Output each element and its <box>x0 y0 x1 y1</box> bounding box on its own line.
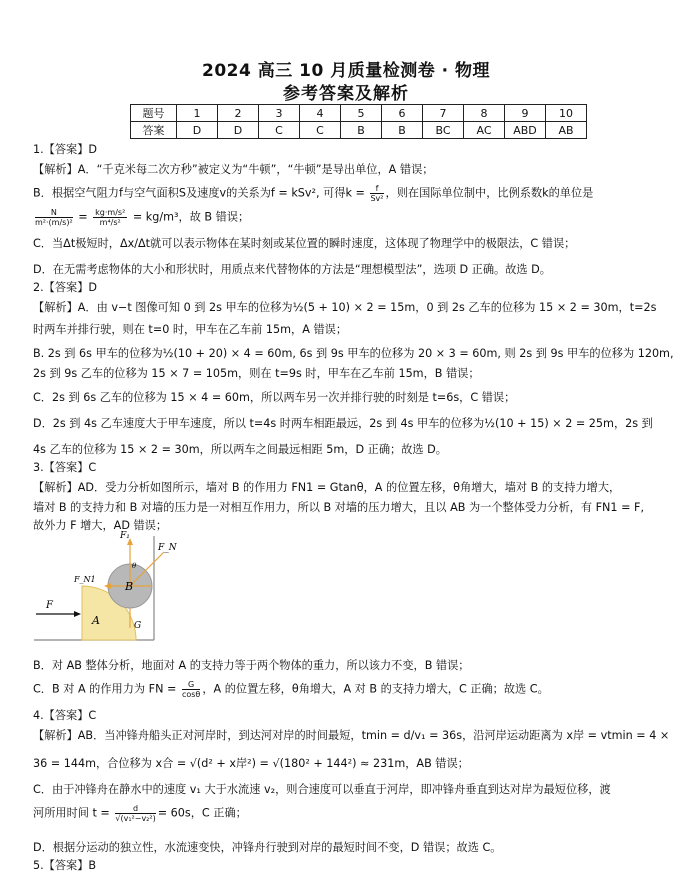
solution-line: 【解析】A．由 v−t 图像可知 0 到 2s 甲车的位移为½(5 + 10) × 2 = 15m，0 到 2s 乙车的位移为 15 × 2 = 30m，t=2s <box>33 301 657 314</box>
text-run: ，A 的位置左移，θ角增大，A 对 B 的支持力增大，C 正确；故选 C。 <box>202 682 549 696</box>
solution-line: 故外力 F 增大，AD 错误； <box>33 519 168 532</box>
fraction-numerator: d <box>115 804 155 814</box>
answer-heading: 5.【答案】B <box>33 859 97 872</box>
table-cell: ABD <box>505 122 546 139</box>
label-a: A <box>92 614 100 627</box>
fraction-numerator: kg·m/s² <box>95 208 126 217</box>
page-title: 2024 高三 10 月质量检测卷 · 物理 <box>201 61 491 81</box>
label-b: B <box>125 580 134 593</box>
solution-line: D．2s 到 4s 乙车速度大于甲车速度，所以 t=4s 时两车相距最远，2s 到 4s 甲车的位移为½(10 + 15) × 2 = 25m，2s 到 <box>33 417 653 430</box>
table-cell: 5 <box>341 105 382 122</box>
answer-table <box>130 104 587 139</box>
table-cell: BC <box>423 122 464 139</box>
table-cell: 10 <box>546 105 587 122</box>
table-header-cell: 答案 <box>131 122 177 139</box>
table-cell: 7 <box>423 105 464 122</box>
solution-line: 【解析】A．“千克米每二次方秒”被定义为“牛顿”，“牛顿”是导出单位，A 错误； <box>33 163 434 176</box>
table-cell: D <box>177 122 218 139</box>
solution-line: $\frac{N}{\text{m²·(m/s)²}}$ = $\frac{\text{kg·m/s²}}{\text{m⁴/s²}}$ = kg/m³，故 B 错误； <box>35 208 250 227</box>
answer-heading: 1.【答案】D <box>33 143 98 156</box>
solution-line: 【解析】AD．受力分析如图所示，墙对 B 的作用力 FN1 = Gtanθ，A 的位置左移，θ角增大，墙对 B 的支持力增大， <box>33 481 621 494</box>
answer-heading: 3.【答案】C <box>33 461 97 474</box>
fraction-denominator: cosθ <box>181 690 201 699</box>
table-cell: 8 <box>464 105 505 122</box>
table-cell: 4 <box>300 105 341 122</box>
table-cell: AC <box>464 122 505 139</box>
fraction <box>182 680 200 699</box>
fraction <box>370 184 383 203</box>
fraction-denominator: √(v₁²−v₂²) <box>115 814 156 823</box>
table-cell: 6 <box>382 105 423 122</box>
table-cell: AB <box>546 122 587 139</box>
page-subtitle: 参考答案及解析 <box>283 84 409 104</box>
text-run: 河所用时间 t = <box>33 806 114 820</box>
solution-line <box>33 184 593 203</box>
arrow-head <box>104 583 111 589</box>
arrow-head <box>74 611 81 617</box>
label-theta: θ <box>132 562 137 570</box>
text-run: C．B 对 A 的作用力为 FN = <box>33 682 180 696</box>
table-header-cell: 题号 <box>131 105 177 122</box>
solution-line: 时两车并排行驶，则在 t=0 时，甲车在乙车前 15m，A 错误； <box>33 323 348 336</box>
solution-line: 墙对 B 的支持力和 B 对墙的压力是一对相互作用力，所以 B 对墙的压力增大，且以 AB 为一个整体受力分析，有 FN1 = F, <box>33 501 645 514</box>
solution-line: 4s 乙车的位移为 15 × 2 = 30m，所以两车之间最远相距 5m，D 正确；故选 D。 <box>33 443 447 456</box>
fraction-numerator: G <box>182 680 200 690</box>
label-g: G <box>134 621 142 631</box>
answer-heading: 2.【答案】D <box>33 281 98 294</box>
solution-line <box>33 680 549 699</box>
fraction-denominator: Sv² <box>370 194 384 203</box>
fraction-denominator: m²·(m/s)² <box>35 218 73 227</box>
table-cell: 9 <box>505 105 546 122</box>
table-cell: D <box>218 122 259 139</box>
fraction-denominator: m⁴/s² <box>99 218 121 227</box>
table-cell: C <box>300 122 341 139</box>
answer-table-answer-row <box>131 122 587 139</box>
solution-line: C．由于冲锋舟在静水中的速度 v₁ 大于水流速 v₂，则合速度可以垂直于河岸，即冲锋舟垂直到达对岸为最短位移，渡 <box>33 783 611 796</box>
label-f: F <box>46 600 53 611</box>
text-run: = 60s，C 正确； <box>157 806 247 820</box>
label-fn1: F_N1 <box>74 575 96 584</box>
text-run: ，则在国际单位制中，比例系数k的单位是 <box>385 186 594 200</box>
solution-line: D．根据分运动的独立性，水流速变快，冲锋舟行驶到对岸的最短时间不变，D 错误；故选 C。 <box>33 841 502 854</box>
label-fn: F_N <box>158 543 177 553</box>
solution-line: B. 2s 到 6s 甲车的位移为½(10 + 20) × 4 = 60m, 6s 到 9s 甲车的位移为 20 × 3 = 60m, 则 2s 到 9s 甲车的位移为 120m, <box>33 347 674 360</box>
solution-line: C．2s 到 6s 乙车的位移为 15 × 4 = 60m，所以两车另一次并排行驶的时刻是 t=6s，C 错误； <box>33 391 516 404</box>
table-cell: B <box>341 122 382 139</box>
label-f1: F₁ <box>120 531 130 541</box>
solution-line: 【解析】AB．当冲锋舟船头正对河岸时，到达河对岸的时间最短，tmin = d/v₁ = 36s，沿河岸运动距离为 x岸 = vtmin = 4 × <box>33 729 670 742</box>
table-cell: 2 <box>218 105 259 122</box>
table-cell: B <box>382 122 423 139</box>
table-cell: C <box>259 122 300 139</box>
solution-line: 36 = 144m，合位移为 x合 = √(d² + x岸²) = √(180² + 144²) ≈ 231m，AB 错误； <box>33 757 469 770</box>
fraction <box>35 208 73 227</box>
solution-line: D．在无需考虑物体的大小和形状时，用质点来代替物体的方法是“理想模型法”，选项 D 正确。故选 D。 <box>33 263 551 276</box>
answer-heading: 4.【答案】C <box>33 709 97 722</box>
text-run: B．根据空气阻力f与空气面积S及速度v的关系为f = kSv², 可得k = <box>33 186 369 200</box>
fraction <box>115 804 155 823</box>
solution-line: C．当Δt极短时，Δx/Δt就可以表示物体在某时刻或某位置的瞬时速度，这体现了物理学中的极限法，C 错误； <box>33 237 576 250</box>
text-run: = kg/m³，故 B 错误； <box>132 210 250 224</box>
fraction-numerator: f <box>370 184 383 194</box>
solution-line <box>33 804 247 823</box>
fraction-numerator: N <box>35 208 73 218</box>
force-diagram <box>34 528 177 650</box>
solution-line: B．对 AB 整体分析，地面对 A 的支持力等于两个物体的重力，所以该力不变，B 错误； <box>33 659 470 672</box>
solution-line: 2s 到 9s 乙车的位移为 15 × 7 = 105m，则在 t=9s 时，甲车在乙车前 15m，B 错误； <box>33 367 480 380</box>
table-cell: 3 <box>259 105 300 122</box>
answer-table-number-row <box>131 105 587 122</box>
fraction <box>93 208 127 227</box>
table-cell: 1 <box>177 105 218 122</box>
